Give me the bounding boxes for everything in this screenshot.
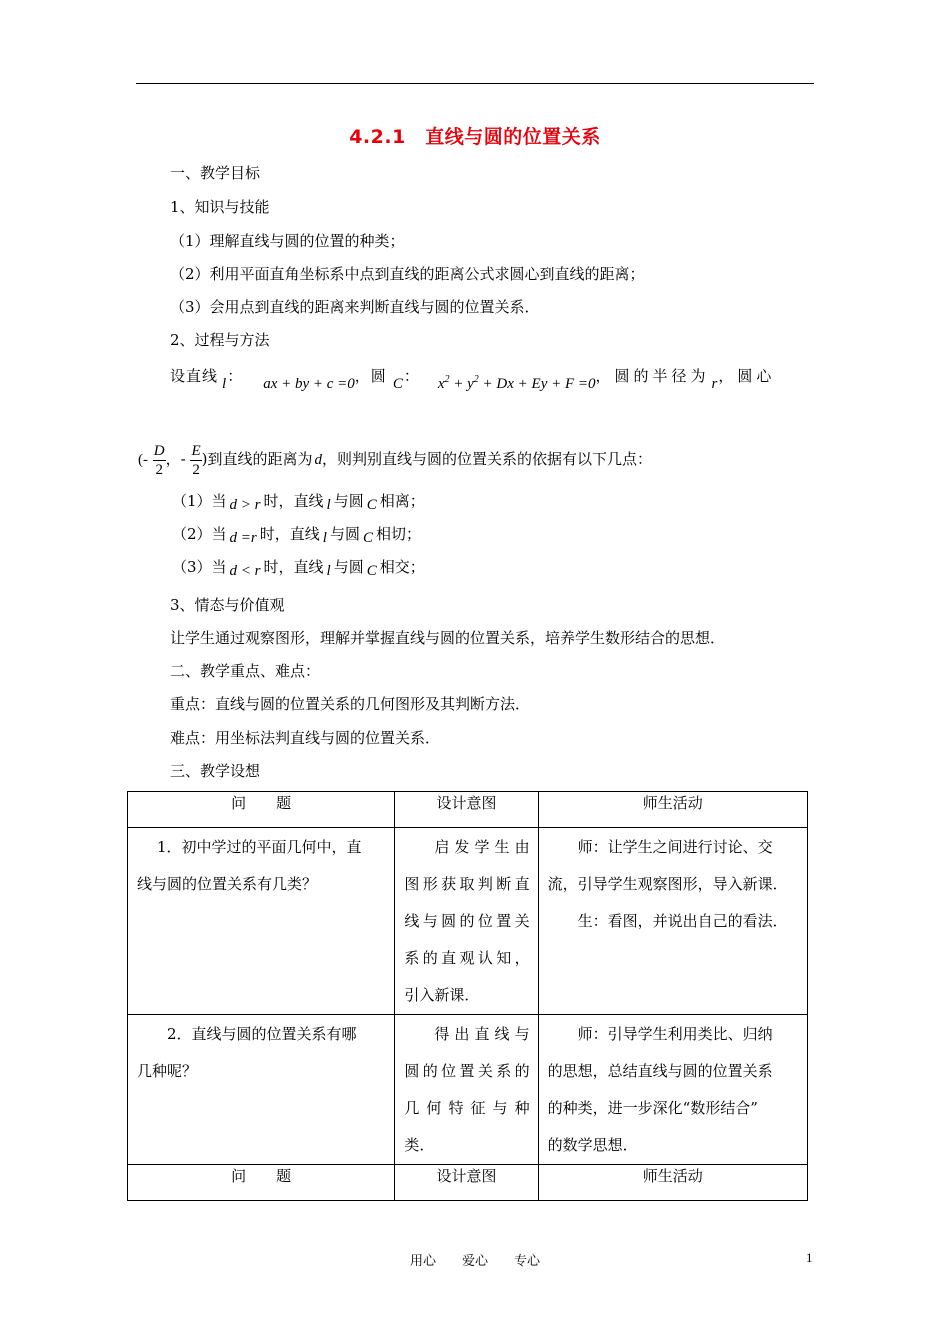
fraction-D: $\frac{D}{2}$ [153, 442, 165, 478]
paren: ) [201, 450, 208, 468]
center-text: 到直线的距离为 [207, 450, 313, 468]
table-row [128, 828, 808, 1015]
setup-text: ，圆 [354, 367, 387, 385]
setup-line [170, 366, 776, 392]
case-item: （2）当 d =r 时，直线 l 与圆 C 相切； [172, 525, 421, 546]
page-number: 1 [806, 1250, 813, 1265]
center-text: ，则判别直线与圆的位置关系的依据有以下几点： [322, 450, 653, 468]
line-equation: ax + by + c =0 [263, 376, 355, 392]
column-header: 设计意图 [395, 792, 538, 828]
section-heading: 一、教学目标 [170, 164, 261, 182]
column-header: 师生活动 [538, 792, 807, 828]
intent-cell: 得出直线与 圆的位置关系的 几何特征与种 类． [395, 1015, 538, 1165]
column-header: 问 题 [128, 1165, 395, 1201]
setup-text: ，圆心 [718, 367, 776, 385]
section-heading: 三、教学设想 [170, 762, 261, 780]
question-cell: 2．直线与圆的位置关系有哪 几种呢？ [128, 1015, 395, 1165]
column-header: 设计意图 [395, 1165, 538, 1201]
lesson-table [127, 791, 808, 1201]
table-row [128, 1015, 808, 1165]
activity-cell: 师：引导学生利用类比、归纳 的思想，总结直线与圆的位置关系 的种类，进一步深化“数形结合” 的数学思想． [538, 1015, 807, 1165]
activity-cell: 师：让学生之间进行讨论、交 流，引导学生观察图形，导入新课． 生：看图，并说出自己的看法． [538, 828, 807, 1015]
objective-item: （1）理解直线与圆的位置的种类； [170, 232, 405, 250]
page-title: 4.2.1 直线与圆的位置关系 [349, 126, 601, 148]
objective-item: （3）会用点到直线的距离来判断直线与圆的位置关系． [170, 298, 540, 316]
radius-symbol: r [711, 376, 719, 392]
column-header: 问 题 [128, 792, 395, 828]
distance-symbol: d [314, 452, 323, 468]
setup-text: ，圆的半径为 [595, 367, 710, 385]
paragraph: 让学生通过观察图形，理解并掌握直线与圆的位置关系，培养学生数形结合的思想． [170, 629, 726, 647]
table-header-row [128, 792, 808, 828]
separator: ，- [165, 450, 186, 468]
paren: (- [138, 452, 148, 468]
subsection-heading: 1、知识与技能 [170, 198, 270, 216]
subsection-heading: 3、情态与价值观 [170, 596, 285, 614]
page-footer: 用心 爱心 专心 [409, 1254, 540, 1269]
case-item: （1）当 d > r 时，直线 l 与圆 C 相离； [172, 492, 425, 513]
paragraph: 难点：用坐标法判直线与圆的位置关系． [170, 729, 441, 747]
header-rule [136, 83, 814, 84]
section-heading: 二、教学重点、难点： [170, 662, 321, 680]
fraction-E: $\frac{E}{2}$ [191, 442, 201, 478]
center-line [138, 437, 652, 482]
colon: ： [403, 367, 420, 385]
question-cell: 1．初中学过的平面几何中，直 线与圆的位置关系有几类？ [128, 828, 395, 1015]
intent-cell: 启发学生由 图形获取判断直 线与圆的位置关 系的直观认知， 引入新课． [395, 828, 538, 1015]
column-header: 师生活动 [538, 1165, 807, 1201]
line-symbol: l [222, 376, 228, 392]
objective-item: （2）利用平面直角坐标系中点到直线的距离公式求圆心到直线的距离； [170, 265, 645, 283]
circle-symbol: C [392, 376, 404, 392]
setup-text: 设直线 [170, 367, 219, 385]
paragraph: 重点：直线与圆的位置关系的几何图形及其判断方法． [170, 695, 531, 713]
table-header-row [128, 1165, 808, 1201]
subsection-heading: 2、过程与方法 [170, 331, 270, 349]
circle-equation: $x^2 + y^2 + Dx + Ey + F =0$ [437, 374, 596, 392]
colon: ： [227, 367, 244, 385]
case-item: （3）当 d < r 时，直线 l 与圆 C 相交； [172, 558, 425, 579]
